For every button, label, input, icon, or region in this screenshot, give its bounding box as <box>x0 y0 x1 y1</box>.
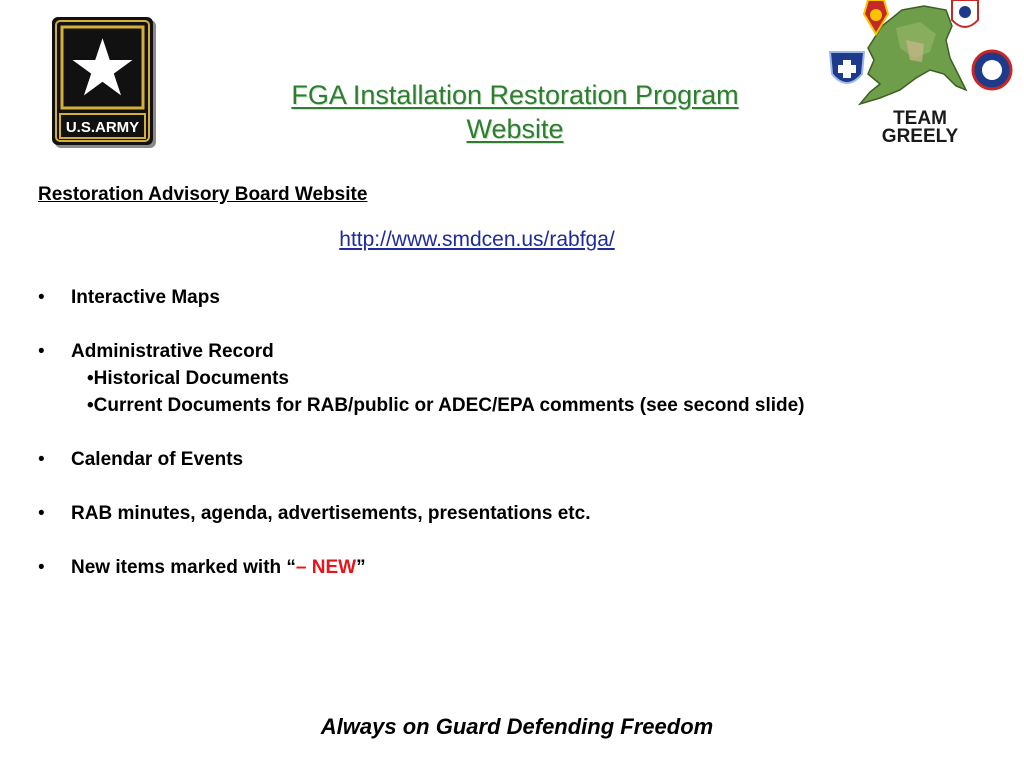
bullet-rab-minutes: RAB minutes, agenda, advertisements, presentations etc. <box>71 503 591 524</box>
sub-list <box>38 365 918 419</box>
list-item <box>38 554 918 581</box>
bullet-glyph: • <box>38 449 45 470</box>
rab-website-link[interactable]: http://www.smdcen.us/rabfga/ <box>339 228 615 251</box>
army-logo-text: U.S.ARMY <box>65 119 140 136</box>
bullet-administrative-record: Administrative Record <box>71 341 274 362</box>
bullet-new-items-prefix: New items marked with “ <box>71 557 296 578</box>
eagle-shield-icon <box>952 0 978 27</box>
bullet-glyph: • <box>38 287 45 308</box>
list-item <box>38 500 918 527</box>
page-title-link[interactable]: FGA Installation Restoration Program Website <box>291 80 739 144</box>
list-item <box>38 338 918 365</box>
bullet-glyph: • <box>38 341 45 362</box>
new-marker: – NEW <box>295 557 357 578</box>
section-heading: Restoration Advisory Board Website <box>38 184 368 205</box>
bullet-list <box>38 284 918 581</box>
medical-patch-icon <box>830 52 864 83</box>
list-item <box>38 284 918 311</box>
bullet-new-items-suffix: ” <box>356 557 366 578</box>
team-logo-line2: GREELY <box>881 126 959 147</box>
footer-motto: Always on Guard Defending Freedom <box>320 714 714 739</box>
bullet-glyph: • <box>38 557 45 578</box>
team-logo-line1: TEAM <box>893 108 947 129</box>
bullet-glyph: • <box>38 503 45 524</box>
bullet-interactive-maps: Interactive Maps <box>71 287 220 308</box>
sub-item-historical-documents: •Historical Documents <box>87 368 289 389</box>
sub-item-current-documents: •Current Documents for RAB/public or ADEC/EPA comments (see second slide) <box>87 395 805 416</box>
list-item <box>38 446 918 473</box>
us-army-logo <box>52 17 158 150</box>
team-greely-logo <box>824 0 1020 148</box>
round-seal-icon <box>973 51 1011 89</box>
bullet-calendar-of-events: Calendar of Events <box>71 449 244 470</box>
